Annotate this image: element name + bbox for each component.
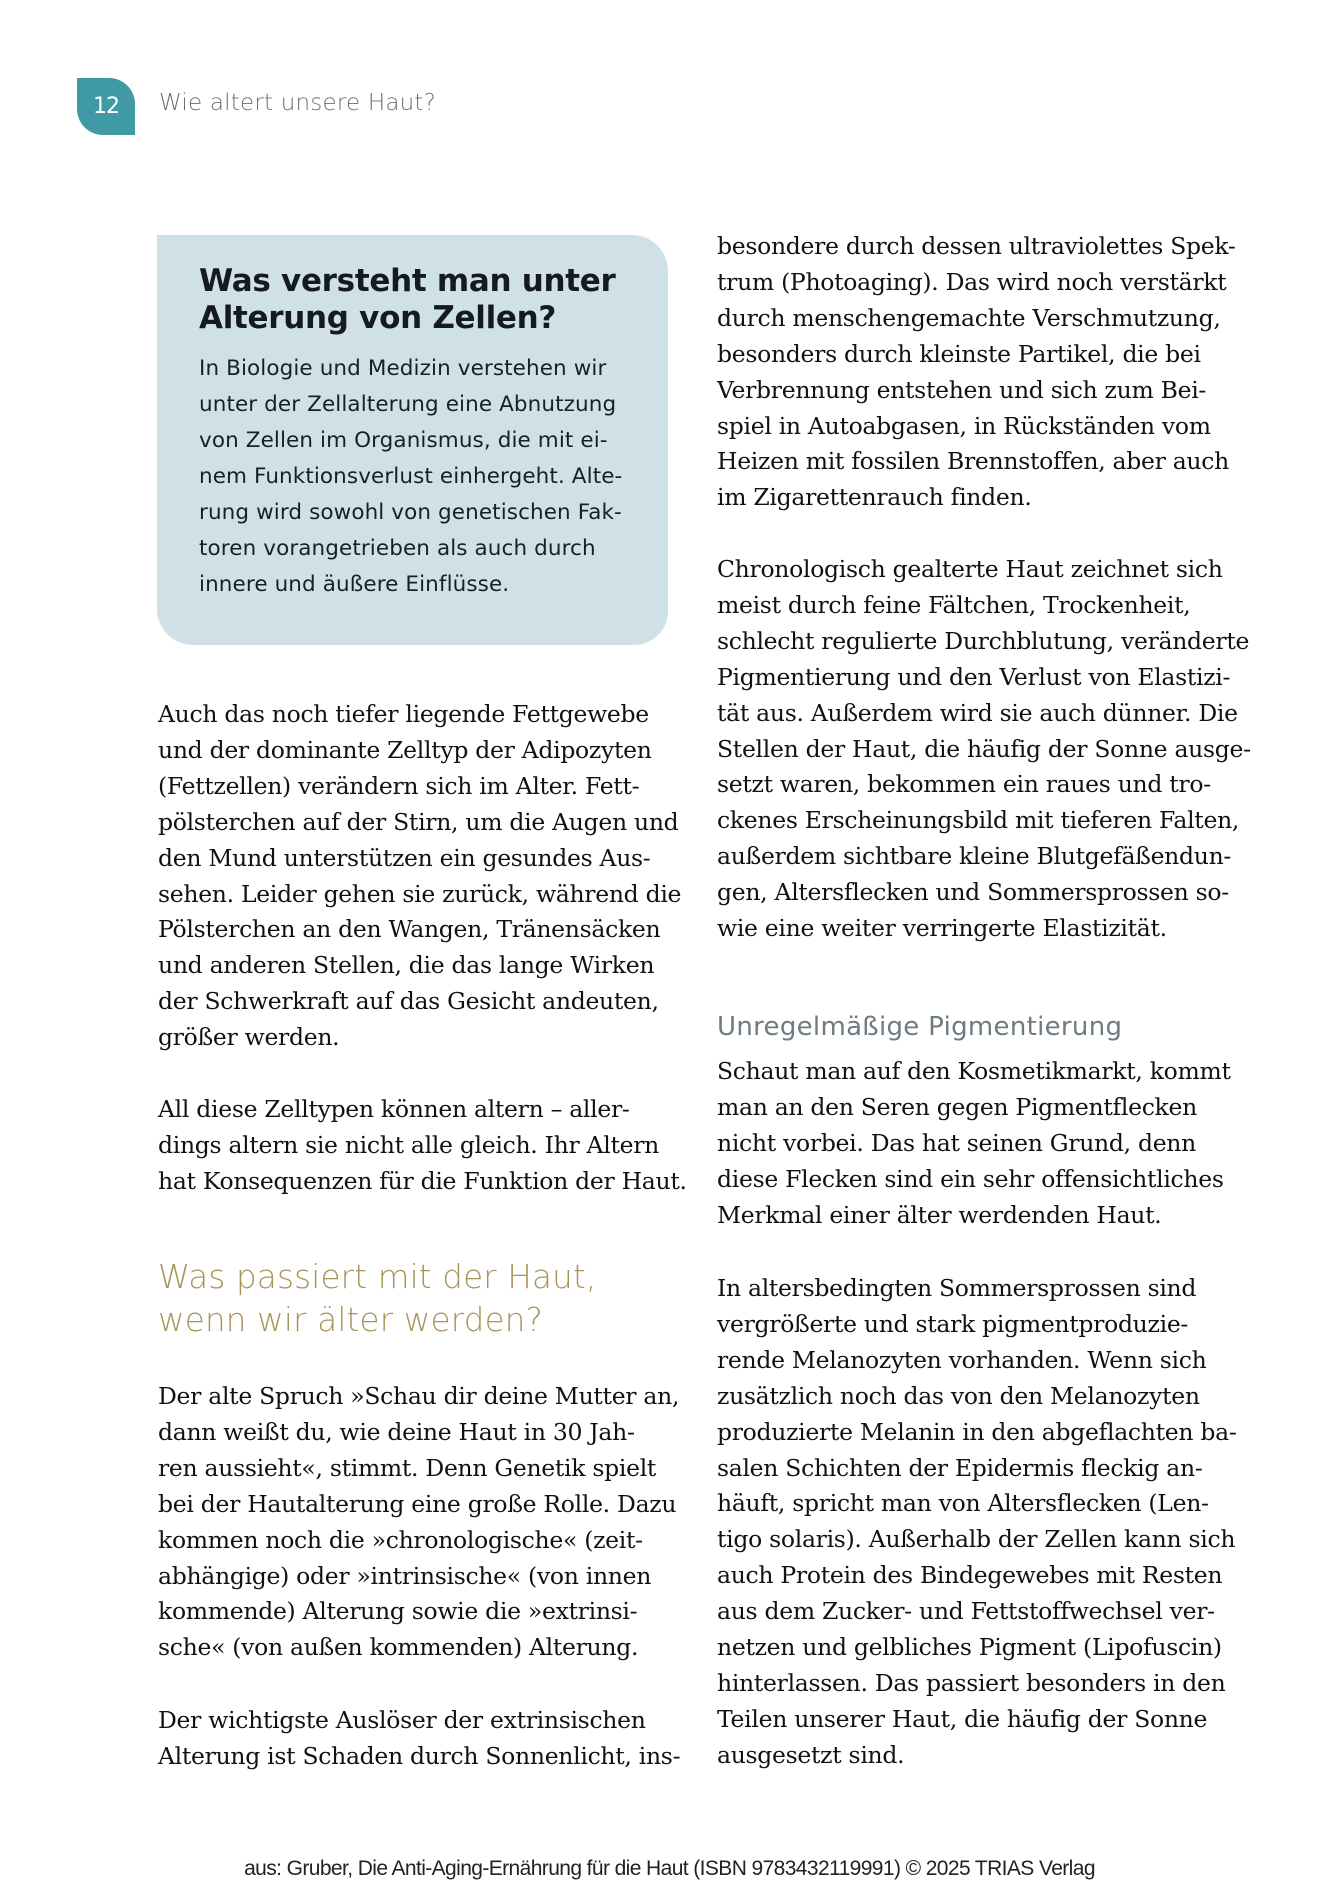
text-line: Chronologisch gealterte Haut zeichnet sich bbox=[717, 555, 1223, 583]
source-footer: aus: Gruber, Die Anti-Aging-Ernährung für die Haut (ISBN 9783432119991) © 2025 TRIAS Verlag bbox=[244, 1857, 1095, 1880]
text-line: häuft, spricht man von Altersflecken (Len- bbox=[717, 1489, 1209, 1518]
text-line: im Zigarettenrauch finden. bbox=[717, 483, 1032, 512]
text-line: Der alte Spruch »Schau dir deine Mutter an, bbox=[158, 1382, 680, 1410]
text-line: ckenes Erscheinungsbild mit tieferen Falten, bbox=[717, 806, 1240, 835]
section-heading-line: wenn wir älter werden? bbox=[158, 1301, 544, 1339]
text-line: durch menschengemachte Verschmutzung, bbox=[717, 303, 1221, 332]
text-line: und anderen Stellen, die das lange Wirken bbox=[158, 951, 655, 980]
text-line: produzierte Melanin in den abgeflachten ba- bbox=[717, 1417, 1237, 1446]
text-line: Heizen mit fossilen Brennstoffen, aber auch bbox=[717, 447, 1229, 476]
text-line: außerdem sichtbare kleine Blutgefäßendun- bbox=[717, 842, 1232, 871]
text-line: wie eine weiter verringerte Elastizität. bbox=[717, 914, 1167, 943]
right-paragraph-2 bbox=[717, 552, 1251, 947]
text-line: der Schwerkraft auf das Gesicht andeuten, bbox=[158, 987, 659, 1016]
subheading: Unregelmäßige Pigmentierung bbox=[717, 1012, 1123, 1042]
info-box-title-line: Alterung von Zellen? bbox=[199, 300, 557, 336]
text-line: man an den Seren gegen Pigmentflecken bbox=[717, 1092, 1197, 1121]
section-heading bbox=[158, 1256, 678, 1342]
text-line: vergrößerte und stark pigmentproduzie- bbox=[717, 1309, 1189, 1338]
text-line: und der dominante Zelltyp der Adipozyten bbox=[158, 735, 652, 764]
text-line: auch Protein des Bindegewebes mit Resten bbox=[717, 1561, 1223, 1590]
text-line: größer werden. bbox=[158, 1023, 340, 1052]
text-line: aus dem Zucker- und Fettstoffwechsel ver- bbox=[717, 1597, 1215, 1626]
text-line: Pölsterchen an den Wangen, Tränensäcken bbox=[158, 915, 661, 944]
page-number: 12 bbox=[93, 94, 119, 119]
text-line: besondere durch dessen ultraviolettes Spek- bbox=[717, 232, 1236, 260]
text-line: salen Schichten der Epidermis fleckig an- bbox=[717, 1453, 1203, 1482]
info-box-line: nem Funktionsverlust einhergeht. Alte- bbox=[199, 464, 623, 489]
running-title: Wie altert unsere Haut? bbox=[159, 90, 437, 116]
right-paragraph-4 bbox=[717, 1271, 1237, 1774]
text-line: netzen und gelbliches Pigment (Lipofuscin) bbox=[717, 1633, 1222, 1662]
text-line: All diese Zelltypen können altern – aller- bbox=[158, 1095, 630, 1123]
text-line: In altersbedingten Sommersprossen sind bbox=[717, 1274, 1197, 1302]
text-line: Auch das noch tiefer liegende Fettgewebe bbox=[158, 700, 649, 728]
text-line: trum (Photoaging). Das wird noch verstärkt bbox=[717, 267, 1227, 296]
text-line: Alterung ist Schaden durch Sonnenlicht, ins- bbox=[158, 1741, 681, 1770]
text-line: dings altern sie nicht alle gleich. Ihr Altern bbox=[158, 1130, 659, 1159]
text-line: sehen. Leider gehen sie zurück, während die bbox=[158, 879, 682, 908]
info-box-body bbox=[199, 351, 649, 603]
info-box-line: von Zellen im Organismus, die mit ei- bbox=[199, 428, 608, 453]
text-line: Pigmentierung und den Verlust von Elastizi- bbox=[717, 662, 1231, 691]
text-line: abhängige) oder »intrinsische« (von innen bbox=[158, 1561, 652, 1590]
text-line: Stellen der Haut, die häufig der Sonne ausge- bbox=[717, 734, 1251, 763]
left-paragraph-2 bbox=[158, 1092, 687, 1200]
right-paragraph-1 bbox=[717, 229, 1237, 516]
text-line: ren aussieht«, stimmt. Denn Genetik spielt bbox=[158, 1453, 657, 1482]
text-line: rende Melanozyten vorhanden. Wenn sich bbox=[717, 1345, 1207, 1374]
text-line: gen, Altersflecken und Sommersprossen so- bbox=[717, 878, 1229, 907]
text-line: den Mund unterstützen ein gesundes Aus- bbox=[158, 843, 651, 872]
text-line: Verbrennung entstehen und sich zum Bei- bbox=[717, 375, 1207, 404]
text-line: hinterlassen. Das passiert besonders in den bbox=[717, 1668, 1226, 1697]
info-box-title bbox=[199, 263, 649, 337]
text-line: Teilen unserer Haut, die häufig der Sonne bbox=[717, 1704, 1208, 1733]
left-paragraph-3 bbox=[158, 1379, 678, 1666]
left-paragraph-4 bbox=[158, 1703, 681, 1775]
info-box-line: toren vorangetrieben als auch durch bbox=[199, 536, 596, 561]
page-number-badge bbox=[77, 78, 135, 135]
text-line: besonders durch kleinste Partikel, die bei bbox=[717, 339, 1201, 368]
text-line: kommende) Alterung sowie die »extrinsi- bbox=[158, 1597, 638, 1626]
text-line: meist durch feine Fältchen, Trockenheit, bbox=[717, 590, 1191, 619]
info-box bbox=[157, 235, 668, 645]
text-line: ausgesetzt sind. bbox=[717, 1740, 905, 1769]
text-line: diese Flecken sind ein sehr offensichtliches bbox=[717, 1164, 1224, 1193]
text-line: Merkmal einer älter werdenden Haut. bbox=[717, 1200, 1162, 1229]
info-box-line: In Biologie und Medizin verstehen wir bbox=[199, 356, 607, 381]
text-line: bei der Hautalterung eine große Rolle. Dazu bbox=[158, 1489, 677, 1518]
text-line: kommen noch die »chronologische« (zeit- bbox=[158, 1525, 643, 1554]
text-line: hat Konsequenzen für die Funktion der Haut. bbox=[158, 1166, 687, 1195]
text-line: zusätzlich noch das von den Melanozyten bbox=[717, 1381, 1200, 1410]
text-line: tät aus. Außerdem wird sie auch dünner. Die bbox=[717, 698, 1238, 727]
text-line: Der wichtigste Auslöser der extrinsischen bbox=[158, 1706, 646, 1734]
text-line: (Fettzellen) verändern sich im Alter. Fett- bbox=[158, 771, 640, 800]
text-line: schlecht regulierte Durchblutung, veränderte bbox=[717, 626, 1250, 655]
section-heading-line: Was passiert mit der Haut, bbox=[158, 1258, 597, 1296]
text-line: Schaut man auf den Kosmetikmarkt, kommt bbox=[717, 1057, 1231, 1085]
text-line: setzt waren, bekommen ein raues und tro- bbox=[717, 770, 1211, 799]
text-line: sche« (von außen kommenden) Alterung. bbox=[158, 1633, 639, 1662]
text-line: nicht vorbei. Das hat seinen Grund, denn bbox=[717, 1128, 1196, 1157]
info-box-line: unter der Zellalterung eine Abnutzung bbox=[199, 392, 617, 417]
info-box-title-line: Was versteht man unter bbox=[199, 263, 616, 299]
text-line: tigo solaris). Außerhalb der Zellen kann sich bbox=[717, 1525, 1236, 1554]
text-line: pölsterchen auf der Stirn, um die Augen und bbox=[158, 807, 679, 836]
text-line: spiel in Autoabgasen, in Rückständen vom bbox=[717, 411, 1211, 440]
info-box-line: innere und äußere Einflüsse. bbox=[199, 572, 510, 597]
info-box-line: rung wird sowohl von genetischen Fak- bbox=[199, 500, 622, 525]
left-paragraph-1 bbox=[158, 697, 682, 1056]
right-paragraph-3 bbox=[717, 1054, 1237, 1234]
text-line: dann weißt du, wie deine Haut in 30 Jah- bbox=[158, 1417, 635, 1446]
